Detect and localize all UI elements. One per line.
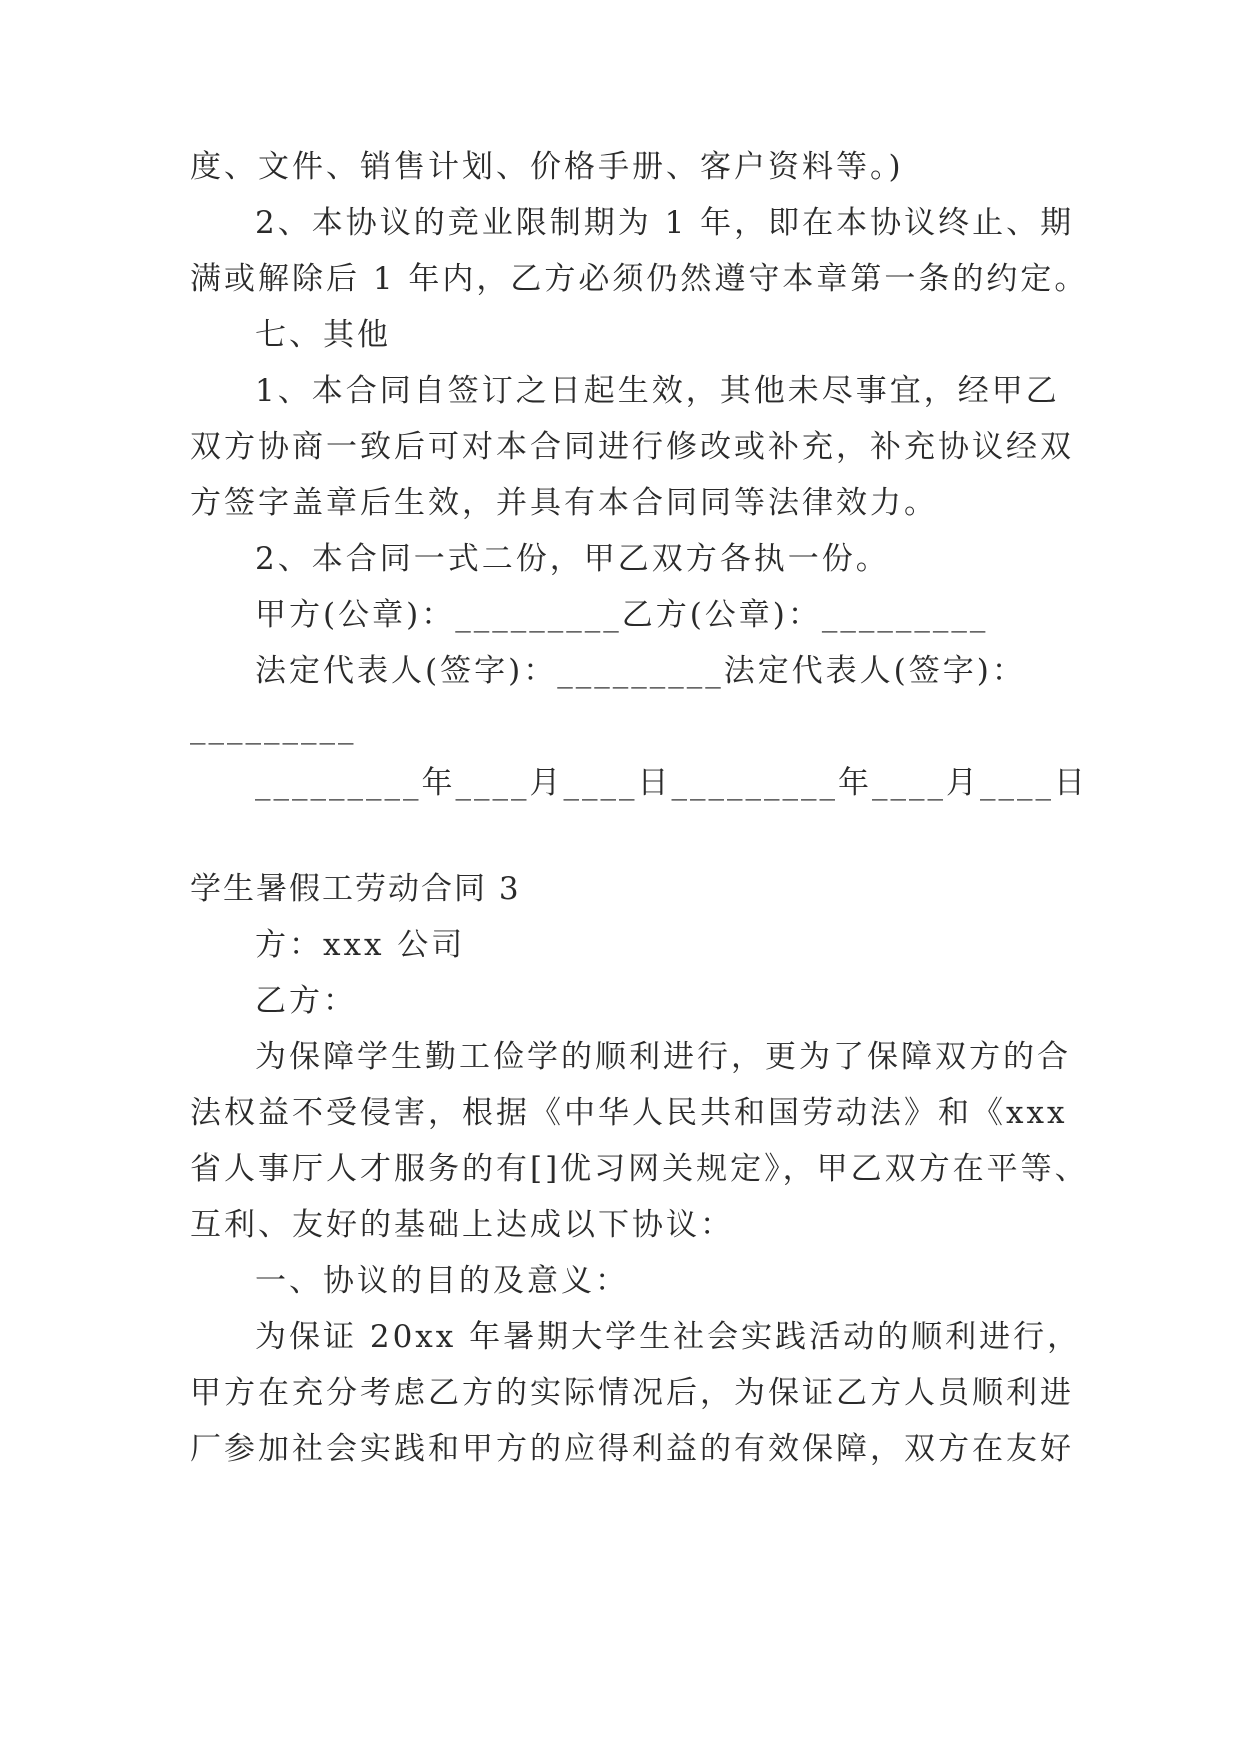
section-heading: 七、其他 <box>255 317 391 353</box>
contract-title: 学生暑假工劳动合同 3 <box>190 871 521 907</box>
text-line: 满或解除后 1 年内，乙方必须仍然遵守本章第一条的约定。 <box>190 261 1089 297</box>
date-line: _________年____月____日_________年____月____日 <box>255 765 1088 801</box>
text-line: 甲方在充分考虑乙方的实际情况后，为保证乙方人员顺利进 <box>190 1375 1074 1411</box>
text-line: 法权益不受侵害，根据《中华人民共和国劳动法》和《xxx <box>190 1095 1068 1131</box>
text-line: 省人事厅人才服务的有[]优习网关规定》，甲乙双方在平等、 <box>190 1151 1089 1187</box>
text-line: 2、本合同一式二份，甲乙双方各执一份。 <box>255 541 890 577</box>
text-line: 度、文件、销售计划、价格手册、客户资料等。) <box>190 149 904 185</box>
text-line: 2、本协议的竞业限制期为 1 年，即在本协议终止、期 <box>255 205 1075 241</box>
text-line: 1、本合同自签订之日起生效，其他未尽事宜，经甲乙 <box>255 373 1060 409</box>
text-line: 为保障学生勤工俭学的顺利进行，更为了保障双方的合 <box>255 1039 1071 1075</box>
signature-blank: _________ <box>190 709 357 745</box>
text-line: 厂参加社会实践和甲方的应得利益的有效保障，双方在友好 <box>190 1431 1074 1467</box>
party-a: 方：xxx 公司 <box>255 927 466 963</box>
text-line: 互利、友好的基础上达成以下协议： <box>190 1207 734 1243</box>
text-line: 为保证 20xx 年暑期大学生社会实践活动的顺利进行， <box>255 1319 1082 1355</box>
section-heading: 一、协议的目的及意义： <box>255 1263 629 1299</box>
party-b: 乙方： <box>255 983 357 1019</box>
text-line: 双方协商一致后可对本合同进行修改或补充，补充协议经双 <box>190 429 1074 465</box>
signature-line-representative: 法定代表人(签字)：_________法定代表人(签字)： <box>255 653 1026 689</box>
text-line: 方签字盖章后生效，并具有本合同同等法律效力。 <box>190 485 938 521</box>
signature-line-seal: 甲方(公章)：_________乙方(公章)：_________ <box>255 597 989 633</box>
